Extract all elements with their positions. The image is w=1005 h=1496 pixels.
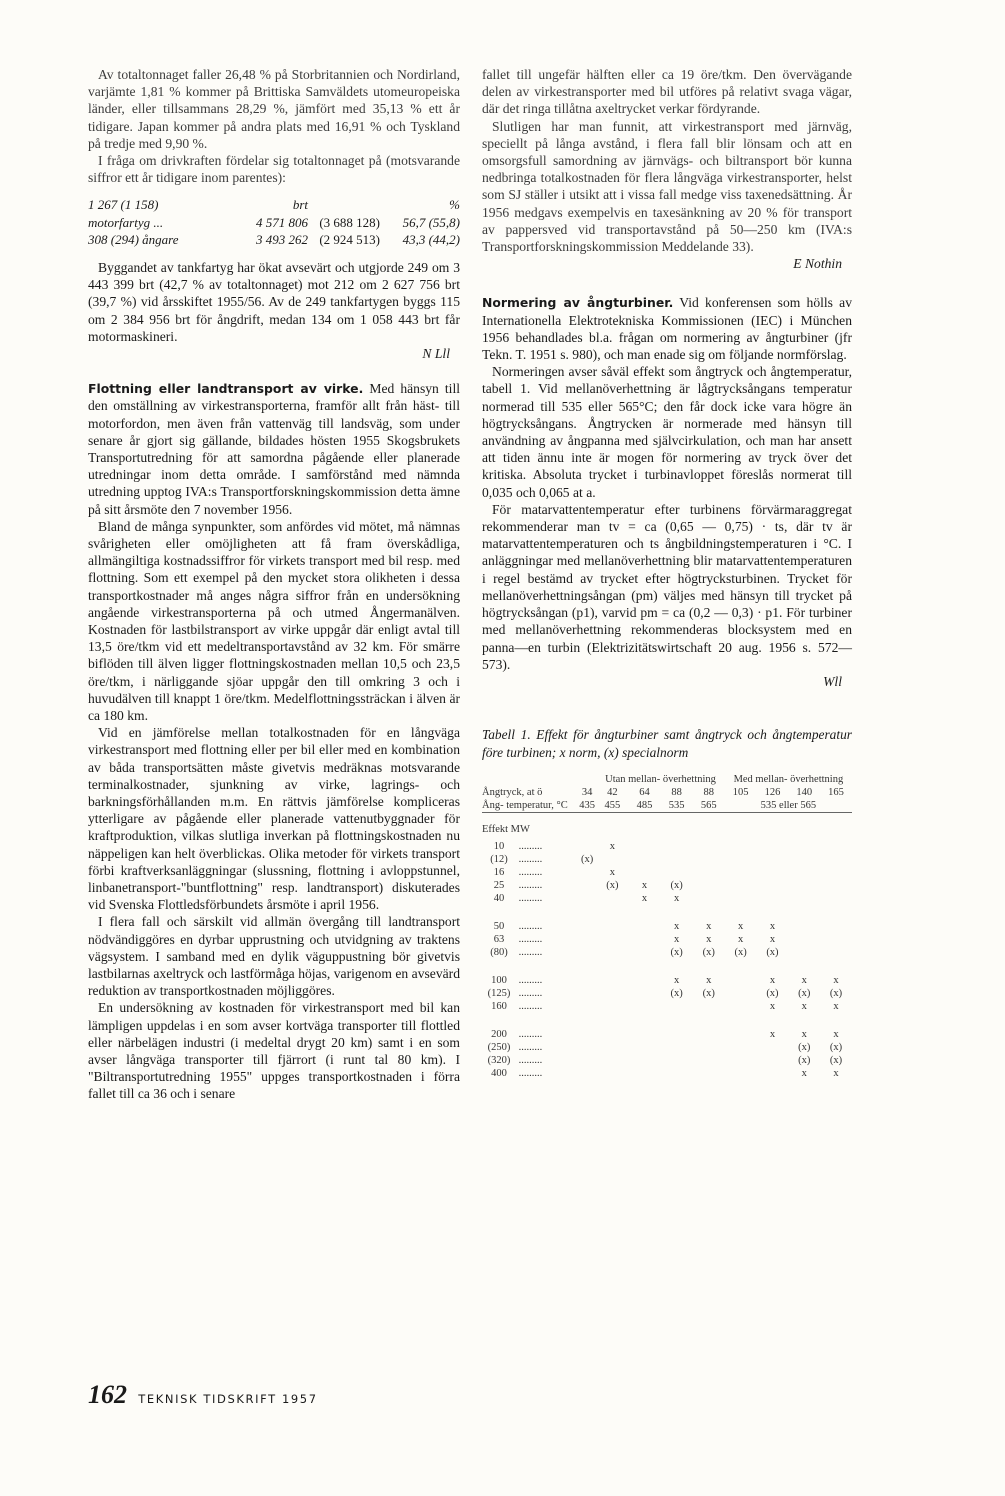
norm-cell bbox=[725, 1054, 757, 1067]
paragraph-road-upgrade: I flera fall och särskilt vid allmän övergång till landtransport nödvändiggöres en dyrbar upprustning och utvidgning av traktens vägsystem. I samband med en dylik väguppustning bör givetvis lastbilarnas axeltryck och lastförmåga höjas, varigenom en avsevärd reduktion av transportkostnaden möjliggöres. bbox=[88, 914, 460, 999]
table-temperature-row: Ång- temperatur, °C 435 455 485 535 565 535 eller 565 bbox=[482, 800, 817, 812]
norm-cell bbox=[757, 853, 789, 866]
norm-cell: (x) bbox=[670, 947, 683, 959]
page-number: 162 bbox=[88, 1380, 127, 1409]
norm-cell: (x) bbox=[766, 988, 779, 1000]
norm-cell bbox=[693, 1054, 725, 1067]
mw-label: 160 ......... bbox=[491, 1001, 543, 1013]
norm-cell: x bbox=[769, 934, 776, 946]
pressure-cell: 165 bbox=[828, 787, 844, 799]
norm-cell: x bbox=[801, 1068, 807, 1080]
norm-cell: (x) bbox=[829, 988, 843, 1000]
norm-cell bbox=[693, 892, 725, 905]
norm-cell bbox=[788, 866, 820, 879]
signature-nlll: N Lll bbox=[422, 345, 450, 361]
norm-cell: x bbox=[738, 934, 744, 946]
table-row bbox=[482, 1041, 852, 1054]
norm-cell bbox=[628, 933, 660, 946]
norm-cell bbox=[661, 1054, 693, 1067]
norm-cell bbox=[661, 1067, 693, 1080]
heading-timber-transport: Flottning eller landtransport av virke. bbox=[88, 381, 364, 397]
norm-cell bbox=[596, 905, 628, 933]
norm-cell bbox=[725, 959, 757, 987]
mw-label: (125) ......... bbox=[487, 988, 543, 1000]
norm-cell bbox=[578, 840, 596, 853]
stats-header-row: 1 267 (1 158) brt % bbox=[88, 197, 460, 213]
norm-cell bbox=[725, 1041, 757, 1054]
mw-label: 63 ......... bbox=[493, 934, 543, 946]
table-row bbox=[482, 987, 852, 1000]
norm-cell bbox=[788, 853, 820, 866]
norm-cell bbox=[578, 866, 596, 879]
pressure-cell: 105 bbox=[732, 787, 749, 799]
norm-cell bbox=[578, 1041, 596, 1054]
stats-row-motor: motorfartyg ... 4 571 806 (3 688 128) 56,7 (55,8) bbox=[88, 214, 460, 230]
group-with-reheat: Med mellan- överhettning bbox=[733, 774, 844, 786]
heading-turbine-norm: Normering av ångturbiner. bbox=[482, 295, 674, 311]
norm-cell: x bbox=[801, 1029, 807, 1041]
norm-cell bbox=[578, 987, 596, 1000]
norm-cell: (x) bbox=[702, 947, 715, 959]
effekt-label: Effekt MW bbox=[482, 824, 530, 836]
table-row bbox=[482, 959, 852, 987]
norm-cell bbox=[693, 1013, 725, 1041]
norm-cell bbox=[661, 1041, 693, 1054]
norm-cell bbox=[628, 1041, 660, 1054]
norm-cell bbox=[628, 866, 660, 879]
norm-cell bbox=[661, 1000, 693, 1013]
norm-cell bbox=[725, 866, 757, 879]
pressure-cell: 140 bbox=[796, 787, 813, 799]
norm-cell bbox=[596, 1041, 628, 1054]
norm-cell bbox=[628, 987, 660, 1000]
table-row bbox=[482, 1000, 852, 1013]
mw-label: (250) ......... bbox=[487, 1042, 543, 1054]
norm-cell: x bbox=[738, 921, 744, 933]
norm-cell bbox=[596, 1013, 628, 1041]
norm-cell bbox=[725, 892, 757, 905]
norm-cell: x bbox=[801, 975, 807, 987]
norm-cell bbox=[628, 905, 660, 933]
norm-cell bbox=[757, 879, 789, 892]
paragraph-timber-transport-intro: Flottning eller landtransport av virke. Med hänsyn till den omställning av virkestransporterna, framför allt från häst- till motorfordon, men även från vattenväg till landsväg, som under senare år gjort sig gällande, bildades hösten 1955 Skogsbrukets Transportutredning för att samordna pågående eller planerade utredningar inom detta område. I samförstånd med nämnda utredning upptog IVA:s Transportforskningskommission detta ämne på sitt årsmöte den 7 november 1956. bbox=[88, 381, 460, 517]
norm-cell: x bbox=[706, 975, 712, 987]
norm-cell: x bbox=[833, 1029, 839, 1041]
norm-cell bbox=[628, 1013, 660, 1041]
norm-cell bbox=[725, 879, 757, 892]
drive-statistics bbox=[88, 196, 460, 249]
norm-cell bbox=[661, 853, 693, 866]
pressure-cell: 88 bbox=[671, 787, 682, 799]
norm-cell: (x) bbox=[670, 988, 683, 1000]
paragraph-railway: Slutligen har man funnit, att virkestransport med järnväg, speciellt på långa avstånd, i flera fall blir lönsam och att en omsorgsfull samordning av järnvägs- och biltransport bör kunna nedbringa totalkostnaden för flera långväga virkestransporter, helst som SJ ställer i utsikt att i vissa fall medge viss taxenedsättning. År 1956 medgavs exempelvis en taxesänkning av 20 % för transport av pappersved vid transportavstånd på 50—250 km (IVA:s Transportforskningskommission Meddelande 33). bbox=[482, 118, 852, 255]
norm-cell: (x) bbox=[829, 1055, 843, 1067]
norm-cell bbox=[661, 866, 693, 879]
turbine-norm-table bbox=[482, 773, 852, 1080]
mw-label: (320) ......... bbox=[487, 1055, 543, 1067]
norm-cell bbox=[578, 1054, 596, 1067]
signature-enothin: E Nothin bbox=[793, 256, 842, 272]
norm-cell: (x) bbox=[670, 880, 683, 892]
norm-cell bbox=[693, 1067, 725, 1080]
pressure-label: Ångtryck, at ö bbox=[482, 787, 543, 799]
norm-cell bbox=[578, 933, 596, 946]
table-row bbox=[482, 905, 852, 933]
mw-label: 200 ......... bbox=[491, 1029, 543, 1041]
paragraph-tonnage-share: Av totaltonnaget faller 26,48 % på Storbritannien och Nordirland, varjämte 1,81 % kommer på Brittiska Samväldets utomeuropeiska länder, eller tillsammans 28,29 %, jämfört med 35,13 % ett år tidigare. Japan kommer på andra plats med 16,91 % och Tyskland på tredje med 9,90 %. bbox=[88, 67, 460, 151]
norm-cell bbox=[628, 946, 660, 959]
norm-cell bbox=[725, 1013, 757, 1041]
table-row bbox=[482, 946, 852, 959]
table-row bbox=[482, 853, 852, 866]
norm-cell bbox=[578, 892, 596, 905]
paragraph-timber-costs: Bland de många synpunkter, som anfördes vid mötet, må nämnas svårigheten eller omöjligheten att få fram överskådliga, allmängiltiga kostnadssiffror för virkets transport med bil resp. med flottning. Som ett exempel på den mycket stora olikheten i dessa transportkostnader må anges några siffror från en undersökning angående virkestransporterna på och utmed Ångermanälven. Kostnaden för lastbilstransport av virke uppgår där enligt avtal till 13,5 öre/tkm vid ett medeltransportavstånd av 32 km. För smärre biflöden till älven ligger flottningskostnaden mellan 10,5 och 23,5 öre/tkm, i närliggande sjöar uppgår den till omkring 3 och i huvudälven till knappt 1 öre/tkm. Medelflottningssträckan i älven är ca 180 km. bbox=[88, 518, 460, 723]
paragraph-norm-scope: Normeringen avser såväl effekt som ångtryck och ångtemperatur, tabell 1. Vid mellanöverhettning är lågtrycksångans temperatur normerad till 535 eller 565°C; den får dock icke vara högre än högtrycksångans. Ångtrycken är normerade med hänsyn till användning av ångpanna med självcirkulation, och man har ansett att tiden ännu inte är mogen för normering av tryck över det kritiska. Absoluta trycket i turbinavloppet föreslås normerat till 0,035 och 0,065 at a. bbox=[482, 364, 852, 500]
norm-cell bbox=[820, 840, 852, 853]
norm-cell bbox=[578, 1013, 596, 1041]
norm-cell: (x) bbox=[581, 854, 594, 866]
norm-cell bbox=[628, 1067, 660, 1080]
norm-cell bbox=[596, 1067, 628, 1080]
norm-cell bbox=[693, 840, 725, 853]
norm-cell bbox=[757, 866, 789, 879]
group-without-reheat: Utan mellan- överhettning bbox=[605, 774, 716, 786]
norm-cell bbox=[661, 1013, 693, 1041]
mw-label: 25 ......... bbox=[493, 880, 543, 892]
paragraph-timber-comparison: Vid en jämförelse mellan totalkostnaden för en långväga virkestransport med flottning eller per bil eller med en kombination av båda transportsätten måste givetvis medräknas motsvarande terminalkostnader, sjunkning av virke, lagrings- och barkningsförhållanden m.m. En rättvis jämförelse kompliceras ytterligare av pågående eller planerade vattenutbyggnader för kraftproduktion, vilkas slutliga inverkan på flottningskostnaden nu näppeligen kan helt överblickas. Olika metoder för virkets transport förbi kraftverksanläggningar (slussning, flottning i avloppstunnel, linbanetransport-"buntflottning" resp. landtransport) diskuterades vid Svenska Flottledsförbundets årsmöte i april 1956. bbox=[88, 725, 460, 913]
norm-cell bbox=[578, 946, 596, 959]
norm-cell: x bbox=[833, 1001, 839, 1013]
norm-cell bbox=[820, 892, 852, 905]
norm-cell bbox=[628, 1054, 660, 1067]
norm-cell bbox=[596, 1000, 628, 1013]
table-group-header bbox=[482, 773, 852, 786]
mw-label: (12) ......... bbox=[490, 854, 543, 866]
table-row bbox=[482, 892, 852, 905]
norm-cell bbox=[820, 879, 852, 892]
norm-cell bbox=[725, 987, 757, 1000]
mw-label: 100 ......... bbox=[491, 975, 543, 987]
norm-cell bbox=[725, 1067, 757, 1080]
norm-cell bbox=[725, 1000, 757, 1013]
table-row bbox=[482, 879, 852, 892]
mw-label: 400 ......... bbox=[491, 1068, 543, 1080]
norm-cell bbox=[820, 866, 852, 879]
norm-cell bbox=[757, 840, 789, 853]
paragraph-feedwater: För matarvattentemperatur efter turbinens förvärmaraggregat rekommenderar man tv = ca (0,65 — 0,75) · ts, där tv är matarvattentemperaturen och ts ångbildningstemperaturen i °C. I anläggningar med mellanöverhettning blir matarvattentemperaturen i regel bestämd av trycket efter högtrycksturbinen. Trycket för mellanöverhettningsångan (pm) väljes med hänsyn till trycket på högtrycksångan (p1), varvid pm = ca (0,2 — 0,3) · p1. För turbiner med mellanöverhettning rekommenderas blocksystem med en panna—en turbin (Elektrizitätswirtschaft 20 aug. 1956 s. 572—573). bbox=[482, 501, 852, 672]
norm-cell: (x) bbox=[766, 947, 779, 959]
table-row bbox=[482, 866, 852, 879]
norm-cell bbox=[596, 987, 628, 1000]
norm-cell bbox=[820, 946, 852, 959]
pressure-cell: 64 bbox=[639, 787, 650, 799]
norm-cell bbox=[693, 1000, 725, 1013]
norm-cell bbox=[596, 1054, 628, 1067]
paragraph-truck-study: En undersökning av kostnaden för virkestransport med bil kan lämpligen uppdelas i en som avser kortväga transporter till flottled eller närbelägen industri (i medeltal drygt 20 km) samt i en som avser långväga transporter till fjärrort (i runt tal 80 km). I "Biltransportutredning 1955" uppges transportkostnaden i förra fallet till ca 36 och i senare bbox=[88, 1000, 460, 1102]
norm-cell: (x) bbox=[798, 1055, 811, 1067]
norm-cell: x bbox=[641, 880, 648, 892]
norm-cell: x bbox=[673, 934, 680, 946]
mw-label: 40 ......... bbox=[493, 893, 543, 905]
table-row bbox=[482, 1067, 852, 1080]
norm-cell: (x) bbox=[798, 988, 811, 1000]
norm-cell bbox=[596, 892, 628, 905]
norm-cell: x bbox=[609, 867, 615, 879]
norm-cell bbox=[661, 840, 693, 853]
norm-cell: x bbox=[641, 893, 648, 905]
table-row bbox=[482, 1013, 852, 1041]
norm-cell: x bbox=[706, 921, 712, 933]
norm-cell bbox=[725, 853, 757, 866]
norm-cell: x bbox=[673, 893, 680, 905]
norm-cell bbox=[596, 853, 628, 866]
page-footer bbox=[88, 1380, 318, 1410]
norm-cell: (x) bbox=[829, 1042, 843, 1054]
norm-cell bbox=[757, 892, 789, 905]
norm-cell bbox=[788, 879, 820, 892]
pressure-cell: 126 bbox=[764, 787, 781, 799]
norm-cell bbox=[628, 853, 660, 866]
norm-cell bbox=[693, 1041, 725, 1054]
norm-cell: x bbox=[801, 1001, 807, 1013]
norm-cell bbox=[693, 866, 725, 879]
norm-cell: x bbox=[673, 975, 680, 987]
table-pressure-row bbox=[482, 786, 852, 799]
paragraph-drive: I fråga om drivkraften fördelar sig totaltonnaget på (motsvarande siffror ett år tidigare inom parentes): bbox=[88, 153, 460, 186]
right-column bbox=[482, 66, 852, 1080]
norm-cell bbox=[788, 933, 820, 946]
norm-cell bbox=[788, 840, 820, 853]
paragraph-tankers: Byggandet av tankfartyg har ökat avsevärt och utgjorde 249 om 3 443 399 brt (42,7 % av totaltonnaget) mot 212 om 2 627 756 brt (39,7 %) vid årsskiftet 1955/56. Av de 249 tankfartygen byggs 115 om 2 384 956 brt för ångdrift, medan 134 om 1 058 443 brt får motormaskineri. bbox=[88, 259, 460, 344]
pressure-cell: 42 bbox=[607, 787, 618, 799]
norm-cell bbox=[578, 959, 596, 987]
mw-label: 10 ......... bbox=[493, 841, 543, 853]
paragraph-continuation: fallet till ungefär hälften eller ca 19 öre/tkm. Den övervägande delen av virkestransporter med bil utföres på relativt svaga vägar, där det ringa tillåtna axeltrycket verkar fördyrande. bbox=[482, 67, 852, 117]
norm-cell bbox=[788, 946, 820, 959]
table-caption: Tabell 1. Effekt för ångturbiner samt ångtryck och ångtemperatur före turbinen; x norm, (x) specialnorm bbox=[482, 727, 852, 760]
paragraph-turbine-norm-intro: Normering av ångturbiner. Vid konferensen som hölls av Internationella Elektrotekniska Kommissionen (IEC) i München 1956 behandlades bl.a. frågan om normering av ångturbiner (jfr Tekn. T. 1951 s. 980), och man enade sig om följande normförslag. bbox=[482, 295, 852, 363]
norm-cell bbox=[578, 1000, 596, 1013]
norm-cell bbox=[578, 1067, 596, 1080]
norm-cell bbox=[596, 933, 628, 946]
norm-cell bbox=[628, 840, 660, 853]
norm-cell bbox=[757, 1054, 789, 1067]
norm-cell bbox=[788, 905, 820, 933]
norm-cell: (x) bbox=[702, 988, 715, 1000]
norm-cell bbox=[820, 905, 852, 933]
norm-cell: x bbox=[769, 1029, 776, 1041]
norm-cell bbox=[578, 879, 596, 892]
norm-cell bbox=[596, 946, 628, 959]
mw-label: 50 ......... bbox=[493, 921, 543, 933]
norm-cell: x bbox=[706, 934, 712, 946]
norm-cell bbox=[693, 879, 725, 892]
left-column bbox=[88, 66, 460, 1103]
norm-cell bbox=[628, 1000, 660, 1013]
mw-label: (80) ......... bbox=[490, 947, 543, 959]
table-row bbox=[482, 1054, 852, 1067]
pressure-cell: 34 bbox=[581, 787, 593, 799]
table-row bbox=[482, 840, 852, 853]
norm-cell: x bbox=[769, 975, 776, 987]
norm-cell: (x) bbox=[734, 947, 747, 959]
norm-cell: (x) bbox=[798, 1042, 811, 1054]
signature-wll: Wll bbox=[823, 673, 842, 689]
norm-cell bbox=[628, 959, 660, 987]
norm-cell bbox=[820, 933, 852, 946]
table-effekt-header bbox=[482, 823, 852, 840]
pressure-cell: 88 bbox=[703, 787, 714, 799]
norm-cell bbox=[725, 840, 757, 853]
norm-cell bbox=[820, 853, 852, 866]
norm-cell bbox=[788, 892, 820, 905]
table-row bbox=[482, 933, 852, 946]
journal-title: TEKNISK TIDSKRIFT 1957 bbox=[138, 1392, 318, 1406]
norm-cell bbox=[693, 853, 725, 866]
norm-cell bbox=[757, 1041, 789, 1054]
norm-cell bbox=[578, 905, 596, 933]
norm-cell: x bbox=[609, 841, 615, 853]
norm-cell: x bbox=[673, 921, 680, 933]
norm-cell: (x) bbox=[606, 880, 619, 892]
stats-row-steam: 308 (294) ångare 3 493 262 (2 924 513) 43,3 (44,2) bbox=[88, 232, 460, 248]
norm-cell: x bbox=[833, 1068, 839, 1080]
norm-cell bbox=[757, 1067, 789, 1080]
norm-cell bbox=[596, 959, 628, 987]
temperature-label: Ång- temperatur, °C bbox=[482, 800, 568, 812]
norm-cell: x bbox=[769, 921, 776, 933]
norm-cell: x bbox=[833, 975, 839, 987]
norm-cell: x bbox=[769, 1001, 776, 1013]
mw-label: 16 ......... bbox=[493, 867, 543, 879]
